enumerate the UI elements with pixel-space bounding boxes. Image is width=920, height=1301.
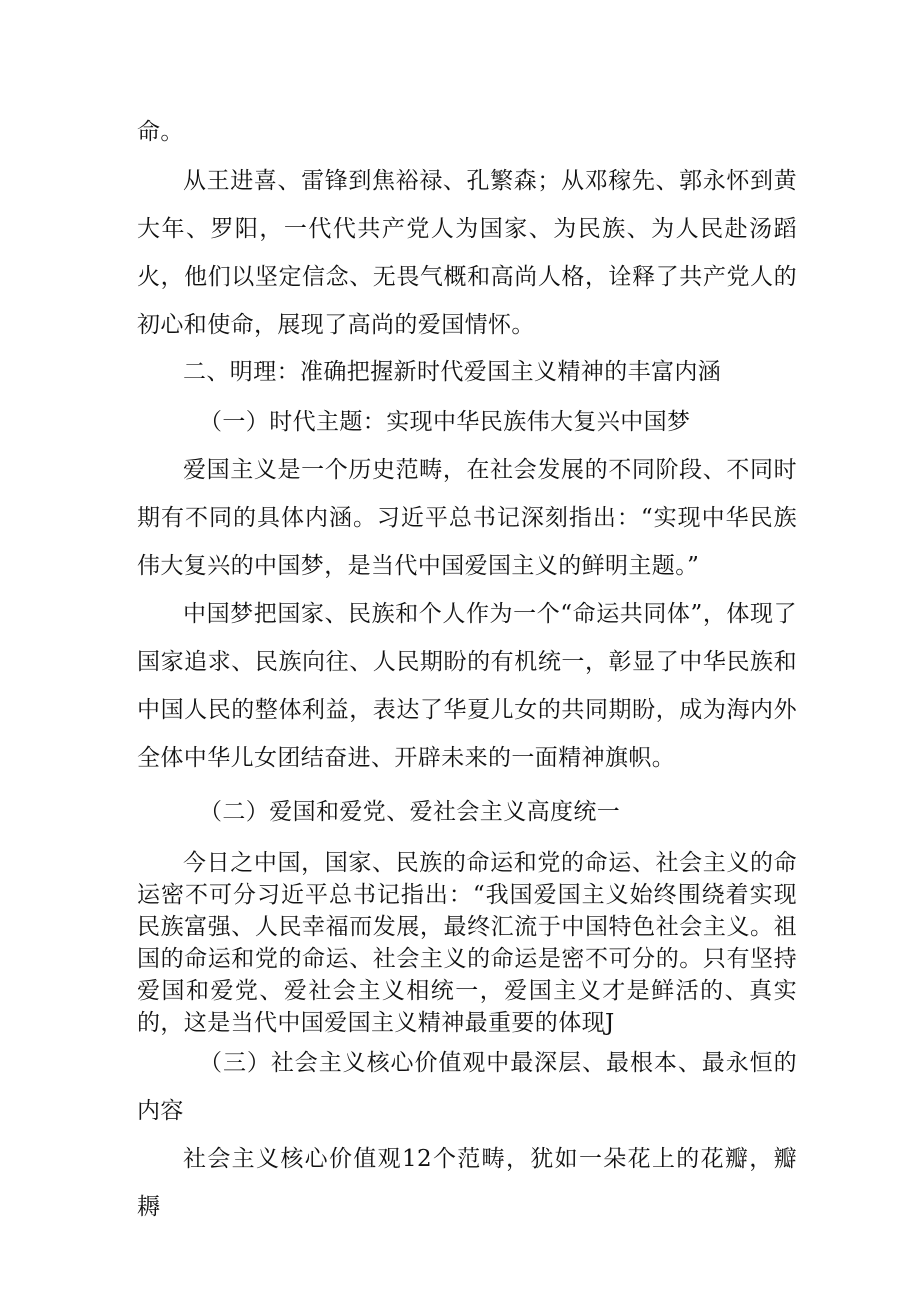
paragraph-continuation: 命。 <box>137 119 184 145</box>
paragraph-todays-china: 今日之中国，国家、民族的命运和党的命运、社会主义的命运密不可分习近平总书记指出：“我国爱国主义始终围绕着实现民族富强、人民幸福而发展，最终汇流于中国特色社会主义。祖国的命运和党的命运、社会主义的命运是密不可分的。只有坚持爱国和爱党、爱社会主义相统一，爱国主义才是鲜活的、真实的，这是当代中国爱国主义精神最重要的体现J <box>137 850 797 1036</box>
subsection-heading-three: （三）社会主义核心价值观中最深层、最根本、最永恒的内容 <box>137 1050 797 1124</box>
paragraph-communist-heroes: 从王进喜、雷锋到焦裕禄、孔繁森；从邓稼先、郭永怀到黄大年、罗阳，一代代共产党人为国家、为民族、为人民赴汤蹈火，他们以坚定信念、无畏气概和高尚人格，诠释了共产党人的初心和使命，展现了高尚的爱国情怀。 <box>137 168 797 338</box>
paragraph-chinese-dream: 中国梦把国家、民族和个人作为一个“命运共同体”，体现了国家追求、民族向往、人民期盼的有机统一，彰显了中华民族和中国人民的整体利益，表达了华夏儿女的共同期盼，成为海内外全体中华儿女团结奋进、开辟未来的一面精神旗帜。 <box>137 601 797 771</box>
paragraph-core-values: 社会主义核心价值观12个范畴，犹如一朵花上的花瓣，瓣耨 <box>137 1146 797 1220</box>
subsection-heading-one: （一）时代主题：实现中华民族伟大复兴中国梦 <box>199 409 691 435</box>
subsection-heading-two: （二）爱国和爱党、爱社会主义高度统一 <box>199 799 621 825</box>
paragraph-historical-category: 爱国主义是一个历史范畴，在社会发展的不同阶段、不同时期有不同的具体内涵。习近平总书记深刻指出：“实现中华民族伟大复兴的中国梦，是当代中国爱国主义的鲜明主题。” <box>137 457 797 579</box>
section-heading-two: 二、明理：准确把握新时代爱国主义精神的丰富内涵 <box>183 359 722 385</box>
